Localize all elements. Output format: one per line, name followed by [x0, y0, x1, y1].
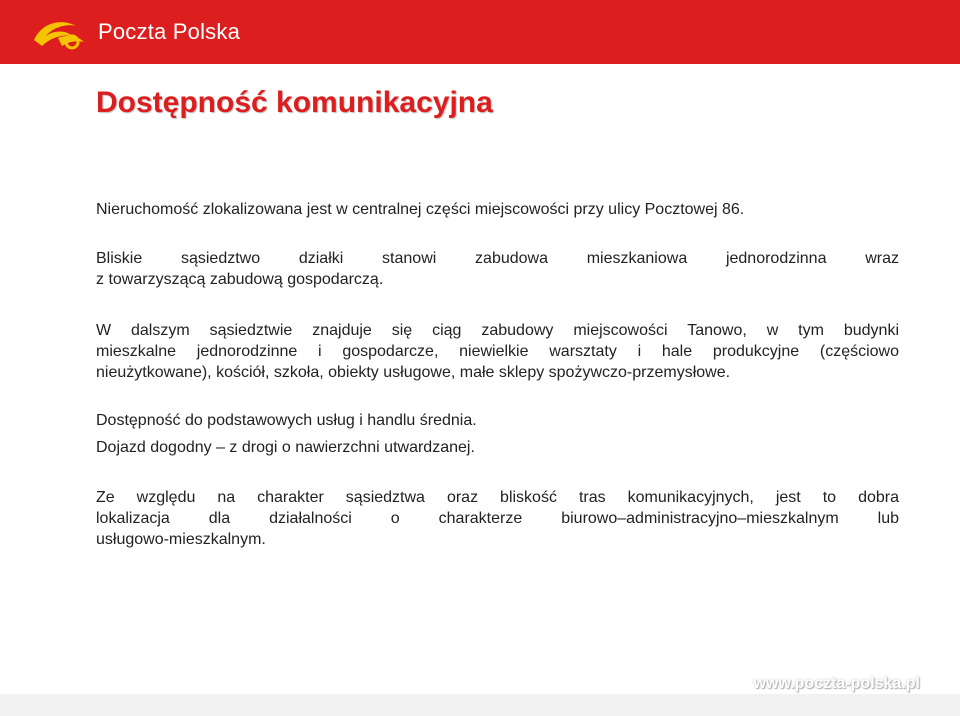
paragraph-line: z towarzyszącą zabudową gospodarczą. — [96, 271, 384, 288]
paragraph-line: nieużytkowane), kościół, szkoła, obiekty usługowe, małe sklepy spożywczo-przemysłowe. — [96, 364, 731, 381]
page-title: Dostępność komunikacyjna — [96, 86, 493, 119]
paragraph-conclusion — [96, 487, 899, 550]
paragraph-surroundings — [96, 320, 899, 383]
paragraph-line: usługowo-mieszkalnym. — [96, 531, 266, 548]
paragraph-location: Nieruchomość zlokalizowana jest w centralnej części miejscowości przy ulicy Pocztowej 86. — [96, 201, 745, 218]
footer-strip — [0, 694, 960, 716]
paragraph-line: Ze względu na charakter sąsiedztwa oraz bliskość tras komunikacyjnych, jest to dobra — [96, 489, 899, 506]
paragraph-services: Dostępność do podstawowych usług i handlu średnia. — [96, 412, 477, 429]
paragraph-line: Bliskie sąsiedztwo działki stanowi zabudowa mieszkaniowa jednorodzinna wraz — [96, 250, 899, 267]
paragraph-access: Dojazd dogodny – z drogi o nawierzchni utwardzanej. — [96, 439, 475, 456]
paragraph-neighborhood — [96, 248, 899, 290]
paragraph-line: mieszkalne jednorodzinne i gospodarcze, niewielkie warsztaty i hale produkcyjne (częściowo — [96, 343, 899, 360]
brand-name: Poczta Polska — [98, 19, 241, 44]
poczta-polska-horn-logo-icon — [28, 12, 92, 52]
paragraph-line: lokalizacja dla działalności o charakterze biurowo–administracyjno–mieszkalnym lub — [96, 510, 899, 527]
logo[interactable] — [28, 12, 240, 52]
paragraph-line: W dalszym sąsiedztwie znajduje się ciąg zabudowy miejscowości Tanowo, w tym budynki — [96, 322, 899, 339]
footer-url[interactable]: www.poczta-polska.pl — [753, 675, 920, 692]
header-bar — [0, 0, 960, 64]
